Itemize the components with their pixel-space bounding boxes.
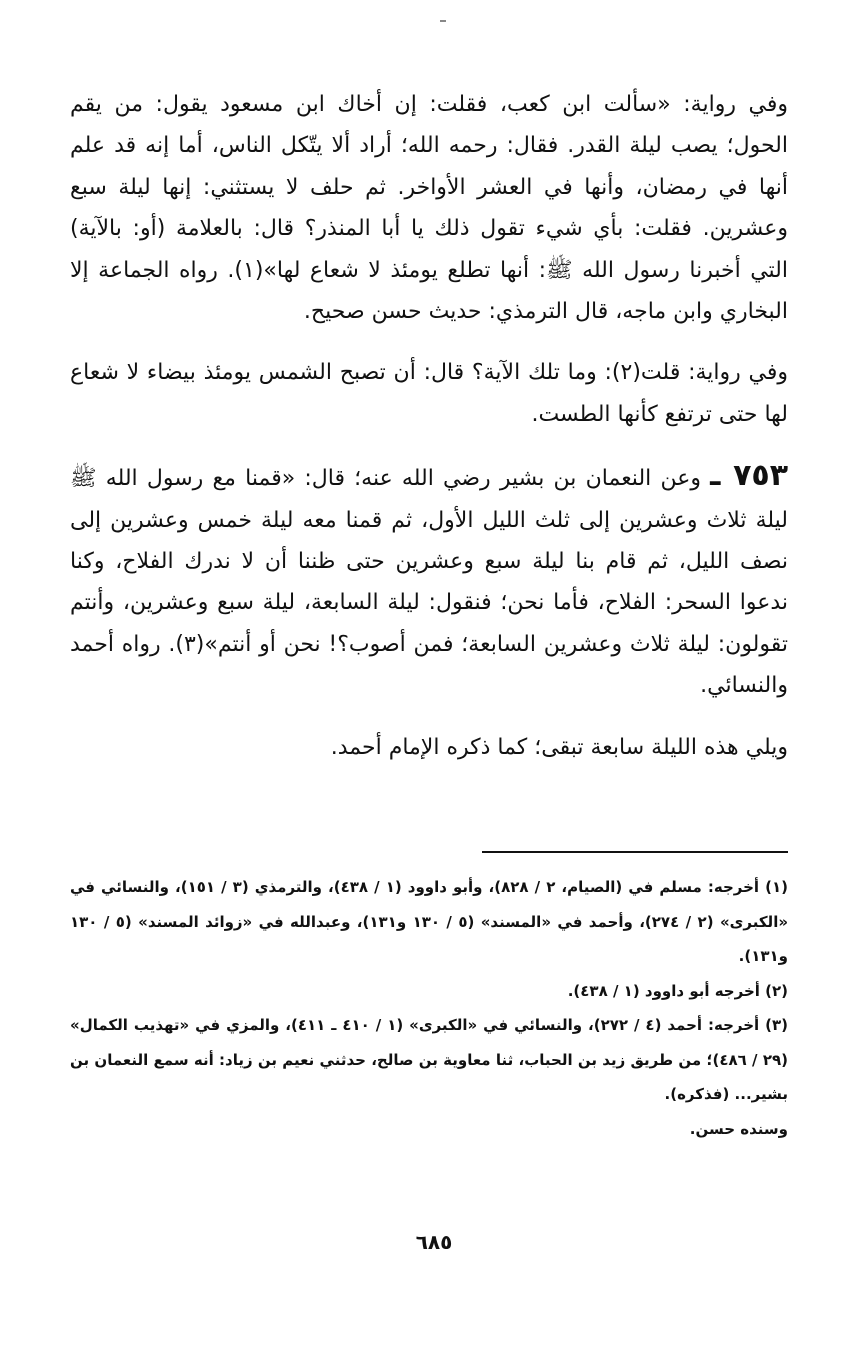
footnote-1: (١) أخرجه: مسلم في (الصيام، ٢ / ٨٢٨)، وأبو داوود (١ / ٤٣٨)، والترمذي (٣ / ١٥١)، والنسائي في «الكبرى» (٢ / ٢٧٤)، وأحمد في «المسند» (٥ / ١٣٠ و١٣١)، وعبدالله في «زوائد المسند» (٥ / ١٣٠ و١٣١).	[70, 878, 789, 965]
paragraph-2: وفي رواية: قلت(٢): وما تلك الآية؟ قال: أن تصبح الشمس يومئذ بيضاء لا شعاع لها حتى ترتفع كأنها الطست.	[70, 360, 789, 427]
paragraph-1: وفي رواية: «سألت ابن كعب، فقلت: إن أخاك ابن مسعود يقول: من يقم الحول؛ يصب ليلة القدر. فقال: رحمه الله؛ أراد ألا يتّكل الناس، أما إنه قد علم أنها في رمضان، وأنها في العشر الأواخر. ثم حلف لا يستثني: إنها ليلة سبع وعشرين. فقلت: بأي شيء تقول ذلك يا أبا المنذر؟ قال: بالعلامة (أو: بالآية) التي أخبرنا رسول الله ﷺ: أنها تطلع يومئذ لا شعاع لها»(١). رواه الجماعة إلا البخاري وابن ماجه، قال الترمذي: حديث حسن صحيح.	[70, 92, 788, 325]
footnote-divider	[482, 851, 788, 853]
scan-mark	[440, 20, 446, 22]
paragraph-4: ويلي هذه الليلة سابعة تبقى؛ كما ذكره الإمام أحمد.	[330, 734, 788, 760]
main-text	[70, 84, 788, 768]
hadith-text: وعن النعمان بن بشير رضي الله عنه؛ قال: «قمنا مع رسول الله ﷺ ليلة ثلاث وعشرين إلى ثلث الليل الأول، ثم قمنا معه ليلة خمس وعشرين إلى نصف الليل، ثم قام بنا ليلة سبع وعشرين حتى ظننا أن لا ندرك الفلاح، وكنا ندعوا السحر: الفلاح، فأما نحن؛ فنقول: ليلة السابعة، ليلة سبع وعشرين، وأنتم تقولون: ليلة ثلاث وعشرين السابعة؛ فمن أصوب؟! نحن أو أنتم»(٣). رواه أحمد والنسائي.	[70, 466, 789, 699]
footnote-2: (٢) أخرجه أبو داوود (١ / ٤٣٨).	[567, 981, 788, 1000]
footnote-3-tail: وسنده حسن.	[689, 1119, 788, 1138]
hadith-number: ٧٥٣ ـ	[710, 458, 789, 494]
footnotes	[70, 870, 788, 1146]
paragraph-hadith-753	[70, 455, 788, 706]
page-number: ٦٨٥	[415, 1230, 453, 1254]
footnote-3: (٣) أخرجه: أحمد (٤ / ٢٧٢)، والنسائي في «الكبرى» (١ / ٤١٠ ـ ٤١١)، والمزي في «تهذيب الكمال» (٢٩ / ٤٨٦)؛ من طريق زيد بن الحباب، ثنا معاوية بن صالح، حدثني نعيم بن زياد: أنه سمع النعمان بن بشير... (فذكره).	[70, 1016, 788, 1103]
